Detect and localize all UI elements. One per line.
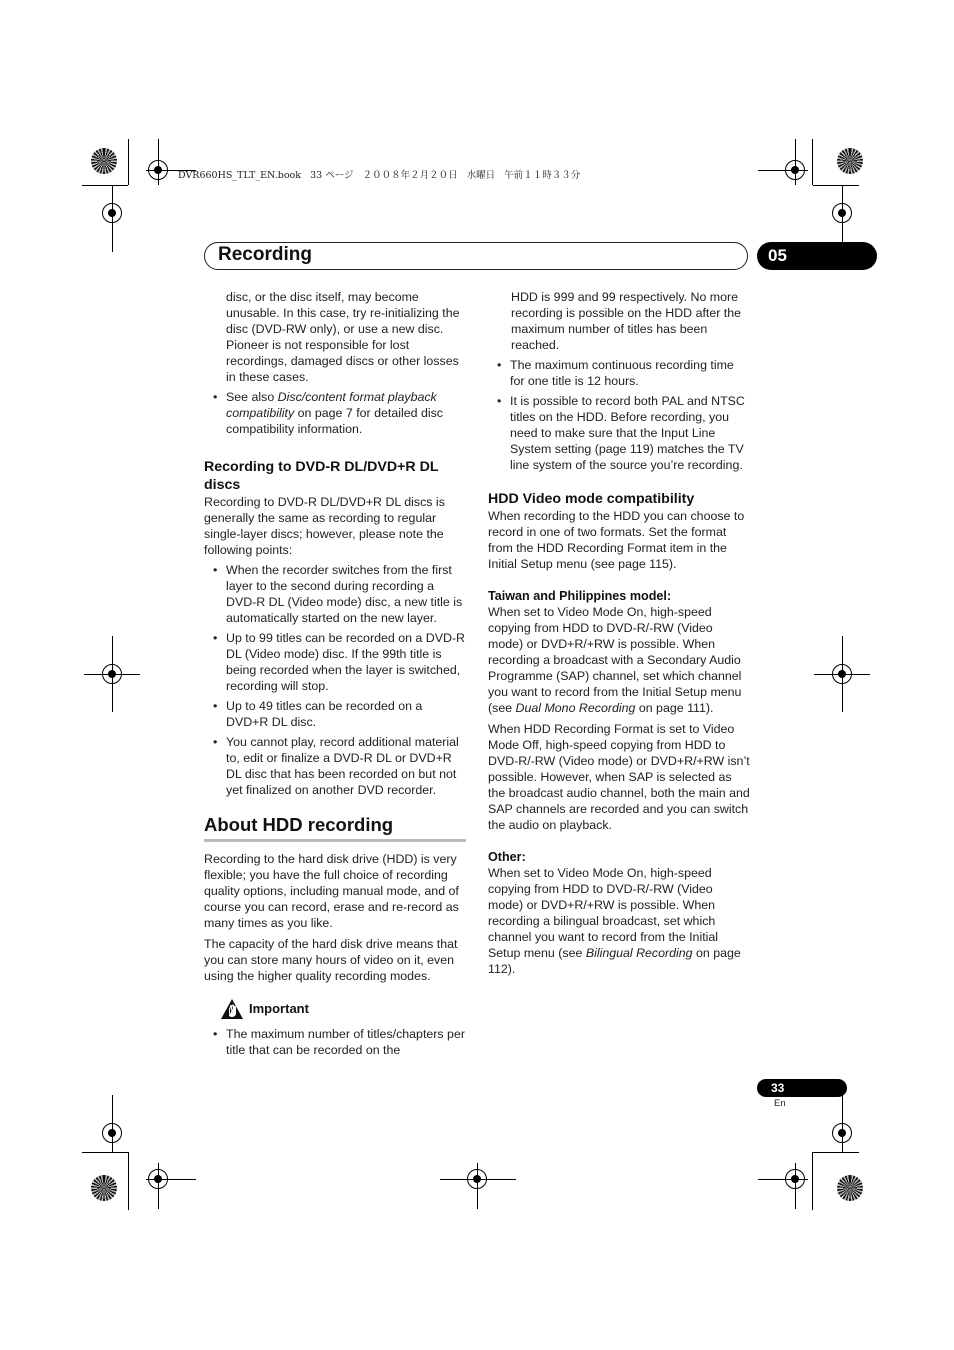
page-reference-link: Bilingual Recording [585, 946, 693, 960]
list-item: • The maximum continuous recording time for one title is 12 hours. [497, 358, 734, 388]
dl-intro: Recording to DVD-R DL/DVD+R DL discs is generally the same as recording to regular single-layer discs; however, please note the following points: [204, 495, 445, 557]
taiwan-paragraph-1: When set to Video Mode On, high-speed copying from HDD to DVD-R/-RW (Video mode) or DVD+R/+RW is possible. When recording a broadcast with a Secondary Audio Programme (SAP) channel, set which channel you want to record from the Initial Setup menu (see Dual Mono Recording on page 111). [488, 605, 742, 715]
heading-other: Other: [488, 850, 526, 864]
column-right [488, 289, 750, 977]
page-reference-link: Disc/content format playback compatibility [226, 390, 437, 420]
list-item: • Up to 99 titles can be recorded on a DVD-R DL (Video mode) disc. If the 99th title is being recorded when the layer is switched, recording will stop. [213, 631, 465, 693]
page-language: En [774, 1098, 786, 1109]
heading-about-hdd: About HDD recording [204, 814, 394, 835]
chapter-badge [757, 242, 877, 270]
heading-hdd-video-mode: HDD Video mode compatibility [488, 491, 695, 507]
heading-underline [204, 839, 466, 842]
heading-taiwan-philippines: Taiwan and Philippines model: [488, 589, 672, 603]
heading-dl-discs: Recording to DVD-R DL/DVD+R DL discs [204, 459, 439, 493]
page-number: 33 [771, 1081, 785, 1095]
column-left [204, 289, 466, 1062]
taiwan-paragraph-2: When HDD Recording Format is set to Video Mode Off, high-speed copying from HDD to DVD-R/-RW (Video mode) or DVD+R/+RW isn’t possible. However, when SAP is selected as the broadcast audio channel, both the main and SAP channels are recorded and you can switch the audio on playback. [488, 722, 750, 832]
print-file-info: DVR660HS_TLT_EN.book 33 ページ ２００８年２月２０日 水曜日 午前１１時３３分 [178, 170, 581, 181]
chapter-number: 05 [768, 246, 787, 265]
list-item: • Up to 49 titles can be recorded on a DVD+R DL disc. [213, 699, 423, 729]
list-item: • You cannot play, record additional material to, edit or finalize a DVD-R DL or DVD+R DL disc that has been recorded on but not yet finalized on another DVD recorder. [213, 735, 459, 797]
list-item: • When the recorder switches from the first layer to the second during recording a DVD-R DL (Video mode) disc, a new title is automatically started on the new layer. [213, 563, 463, 625]
page-number-badge [757, 1079, 847, 1097]
compat-intro: When recording to the HDD you can choose to record in one of two formats. Set the format from the HDD Recording Format item in the Initial Setup menu (see page 115). [488, 509, 745, 571]
list-item: • It is possible to record both PAL and NTSC titles on the HDD. Before recording, you need to make sure that the Input Line System setting (page 119) matches the TV line system of the source you’re recording. [497, 394, 745, 472]
important-label: Important [249, 1001, 309, 1016]
page-reference-link: Dual Mono Recording [515, 701, 636, 715]
section-title: Recording [218, 244, 312, 265]
important-callout [204, 998, 466, 1022]
intro-continuation: disc, or the disc itself, may become unusable. In this case, try re-initializing the disc (DVD-RW only), or use a new disc. Pioneer is not responsible for lost recordings, damaged discs or other losses in these cases. [226, 290, 460, 384]
list-item-see-also: • See also Disc/content format playback compatibility on page 7 for detailed disc compatibility information. [213, 390, 443, 436]
hdd-paragraph-2: The capacity of the hard disk drive means that you can store many hours of video on it, even using the higher quality recording modes. [204, 937, 458, 983]
hdd-paragraph-1: Recording to the hard disk drive (HDD) is very flexible; you have the full choice of recording quality options, including manual mode, and of course you can record, erase and re-record as many times as you like. [204, 852, 459, 930]
list-item: • The maximum number of titles/chapters per title that can be recorded on the [213, 1027, 465, 1057]
col2-continuation: HDD is 999 and 99 respectively. No more recording is possible on the HDD after the maximum number of titles has been reached. [511, 290, 742, 352]
other-paragraph: When set to Video Mode On, high-speed copying from HDD to DVD-R/-RW (Video mode) or DVD+R/+RW is possible. When recording a bilingual broadcast, set which channel you want to record from the Initial Setup menu (see Bilingual Recording on page 112). [488, 866, 741, 976]
warning-hand-icon [220, 998, 244, 1020]
